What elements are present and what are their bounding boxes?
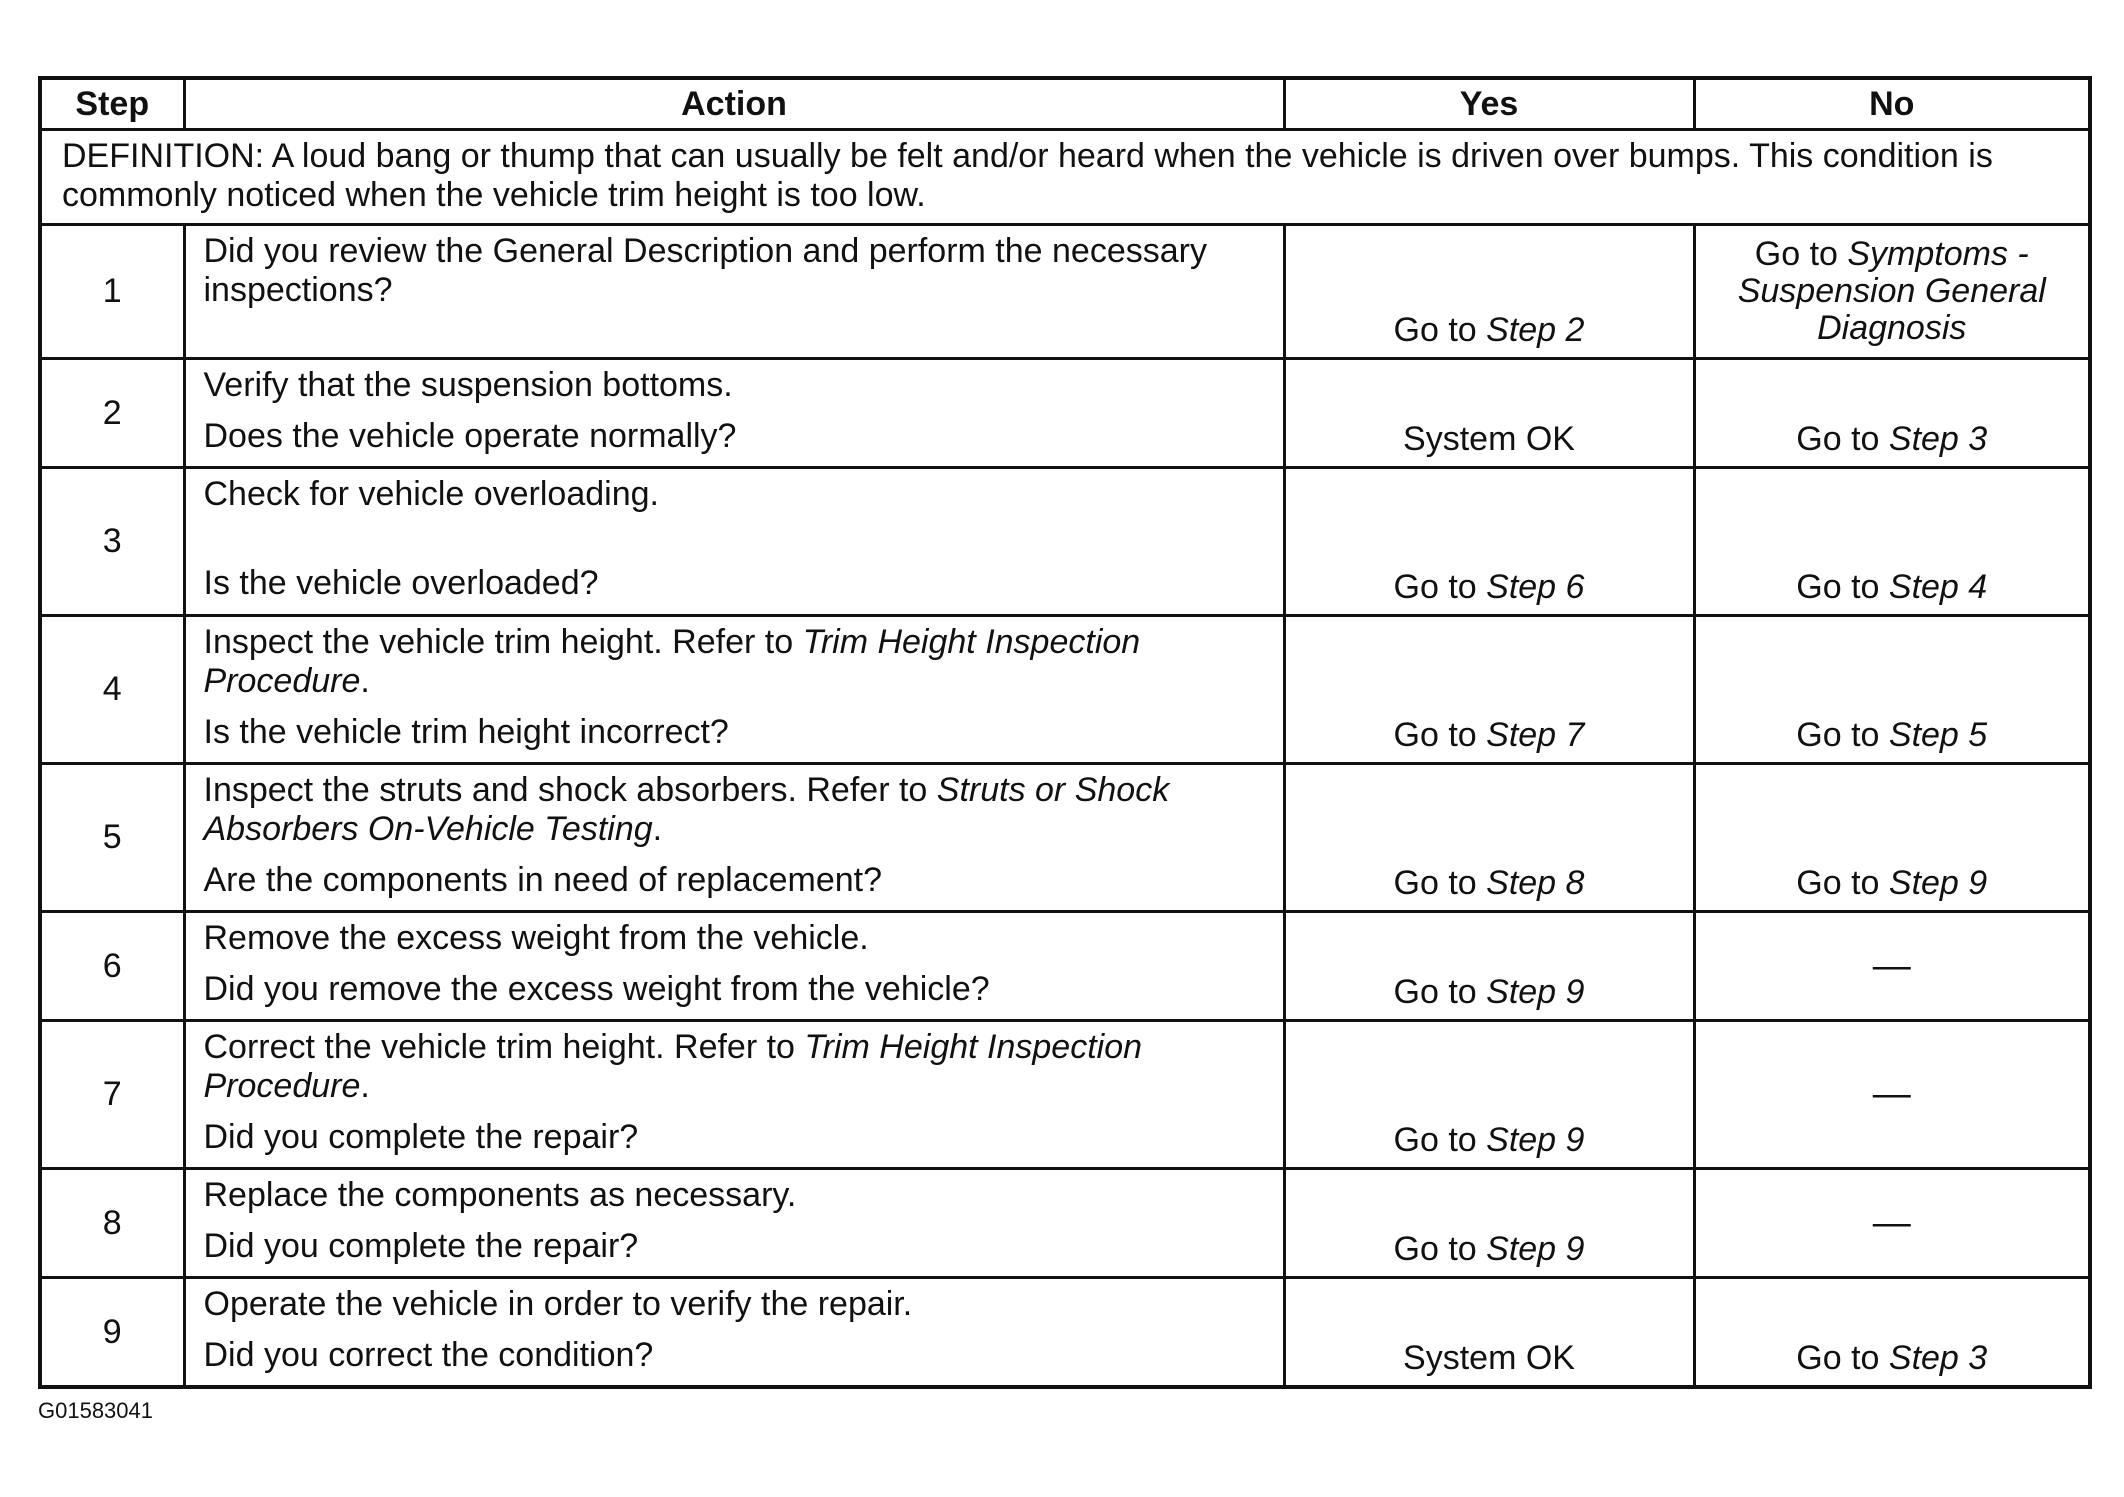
figure-code: G01583041 — [38, 1398, 153, 1423]
table-row — [40, 468, 2090, 616]
table-row — [40, 359, 2090, 468]
step-number: 2 — [40, 359, 184, 468]
no-prefix: Go to — [1796, 1339, 1889, 1377]
action-text-post: . — [360, 1067, 370, 1105]
no-cell — [1694, 468, 2090, 616]
no-cell — [1694, 225, 2090, 359]
yes-step-link[interactable]: Step 9 — [1486, 973, 1585, 1011]
step-number: 8 — [40, 1169, 184, 1278]
no-step-link[interactable]: Step 3 — [1888, 1339, 1988, 1377]
yes-cell — [1284, 1021, 1694, 1169]
yes-step-link[interactable]: Step 2 — [1486, 311, 1585, 349]
yes-cell — [1284, 764, 1694, 912]
step-number: 5 — [40, 764, 184, 912]
step-number: 9 — [40, 1278, 184, 1388]
action-text: Check for vehicle overloading. — [203, 475, 659, 513]
action-text — [204, 623, 1265, 701]
action-text: Remove the excess weight from the vehicle. — [203, 919, 869, 957]
no-cell-dash: — — [1694, 1169, 2090, 1278]
action-question: Did you correct the condition? — [203, 1336, 654, 1374]
action-text-pre: Inspect the vehicle trim height. Refer to — [203, 623, 803, 661]
table-row — [40, 1169, 2090, 1278]
action-question: Does the vehicle operate normally? — [203, 417, 737, 455]
yes-cell — [1284, 912, 1694, 1021]
action-text-pre: Correct the vehicle trim height. Refer to — [203, 1028, 805, 1066]
yes-cell — [1284, 616, 1694, 764]
table-row — [40, 912, 2090, 1021]
action-question: Did you complete the repair? — [203, 1227, 639, 1265]
step-number: 1 — [40, 225, 184, 359]
no-step-link[interactable]: Step 4 — [1888, 568, 1988, 606]
header-yes: Yes — [1284, 78, 1694, 130]
diagnostic-table — [38, 76, 2092, 1389]
action-cell — [184, 1169, 1284, 1278]
yes-cell: System OK — [1284, 1278, 1694, 1388]
yes-prefix: Go to — [1393, 864, 1487, 902]
table-row — [40, 1021, 2090, 1169]
no-step-link[interactable]: Step 5 — [1888, 716, 1988, 754]
diagnostic-table-container — [38, 76, 2088, 1389]
no-cell-dash: — — [1694, 912, 2090, 1021]
action-cell — [184, 1278, 1284, 1388]
action-cell — [184, 1021, 1284, 1169]
yes-step-link[interactable]: Step 9 — [1486, 1230, 1585, 1268]
header-step: Step — [40, 78, 184, 130]
action-text-post: . — [360, 662, 370, 700]
action-question: Is the vehicle overloaded? — [203, 564, 599, 602]
action-text: Replace the components as necessary. — [203, 1176, 797, 1214]
no-prefix: Go to — [1796, 716, 1889, 754]
header-action: Action — [184, 78, 1284, 130]
no-cell — [1694, 359, 2090, 468]
table-row — [40, 616, 2090, 764]
action-text: Operate the vehicle in order to verify the repair. — [203, 1285, 913, 1323]
no-cell — [1694, 764, 2090, 912]
yes-cell — [1284, 468, 1694, 616]
action-question: Is the vehicle trim height incorrect? — [203, 713, 729, 751]
no-prefix: Go to — [1796, 420, 1889, 458]
trim-height-procedure-link[interactable]: Trim Height Inspection Procedure — [203, 1028, 1143, 1105]
no-cell-dash: — — [1694, 1021, 2090, 1169]
yes-prefix: Go to — [1393, 568, 1487, 606]
yes-step-link[interactable]: Step 9 — [1486, 1121, 1585, 1159]
step-number: 6 — [40, 912, 184, 1021]
action-cell — [184, 468, 1284, 616]
action-question: Are the components in need of replacement? — [203, 861, 883, 899]
yes-cell — [1284, 225, 1694, 359]
step-number: 7 — [40, 1021, 184, 1169]
no-step-link[interactable]: Step 3 — [1888, 420, 1988, 458]
trim-height-procedure-link[interactable]: Trim Height Inspection Procedure — [203, 623, 1141, 700]
step-number: 4 — [40, 616, 184, 764]
action-cell — [184, 225, 1284, 359]
action-cell — [184, 616, 1284, 764]
action-cell — [184, 359, 1284, 468]
yes-step-link[interactable]: Step 6 — [1486, 568, 1585, 606]
no-prefix: Go to — [1796, 568, 1889, 606]
action-text-pre: Inspect the struts and shock absorbers. Refer to — [203, 771, 937, 809]
table-row — [40, 225, 2090, 359]
yes-prefix: Go to — [1393, 716, 1487, 754]
step-number: 3 — [40, 468, 184, 616]
header-no: No — [1694, 78, 2090, 130]
action-question: Did you remove the excess weight from the vehicle? — [203, 970, 990, 1008]
yes-step-link[interactable]: Step 8 — [1486, 864, 1585, 902]
yes-prefix: Go to — [1393, 1121, 1487, 1159]
no-prefix: Go to — [1754, 235, 1848, 273]
no-step-link[interactable]: Step 9 — [1888, 864, 1988, 902]
struts-testing-link[interactable]: Struts or Shock Absorbers On-Vehicle Testing — [203, 771, 1170, 848]
yes-prefix: Go to — [1393, 311, 1487, 349]
definition-row — [40, 130, 2090, 225]
action-cell — [184, 764, 1284, 912]
action-cell — [184, 912, 1284, 1021]
table-row — [40, 1278, 2090, 1388]
action-text: Did you review the General Description and perform the necessary inspections? — [203, 232, 1207, 309]
header-row — [40, 78, 2090, 130]
yes-step-link[interactable]: Step 7 — [1486, 716, 1585, 754]
action-question: Did you complete the repair? — [203, 1118, 639, 1156]
no-cell — [1694, 1278, 2090, 1388]
action-text — [204, 1028, 1265, 1106]
table-row — [40, 764, 2090, 912]
no-symptoms-link[interactable]: Symptoms - Suspension General Diagnosis — [1737, 235, 2046, 347]
yes-cell — [1284, 1169, 1694, 1278]
yes-cell: System OK — [1284, 359, 1694, 468]
yes-prefix: Go to — [1393, 973, 1487, 1011]
yes-prefix: Go to — [1393, 1230, 1487, 1268]
no-cell — [1694, 616, 2090, 764]
no-prefix: Go to — [1796, 864, 1889, 902]
action-text — [204, 771, 1265, 849]
action-text-post: . — [652, 810, 663, 848]
action-text: Verify that the suspension bottoms. — [203, 366, 733, 404]
definition-text: DEFINITION: A loud bang or thump that can usually be felt and/or heard when the vehicle is driven over bumps. This condition is commonly noticed when the vehicle trim height is too low. — [40, 130, 2090, 225]
